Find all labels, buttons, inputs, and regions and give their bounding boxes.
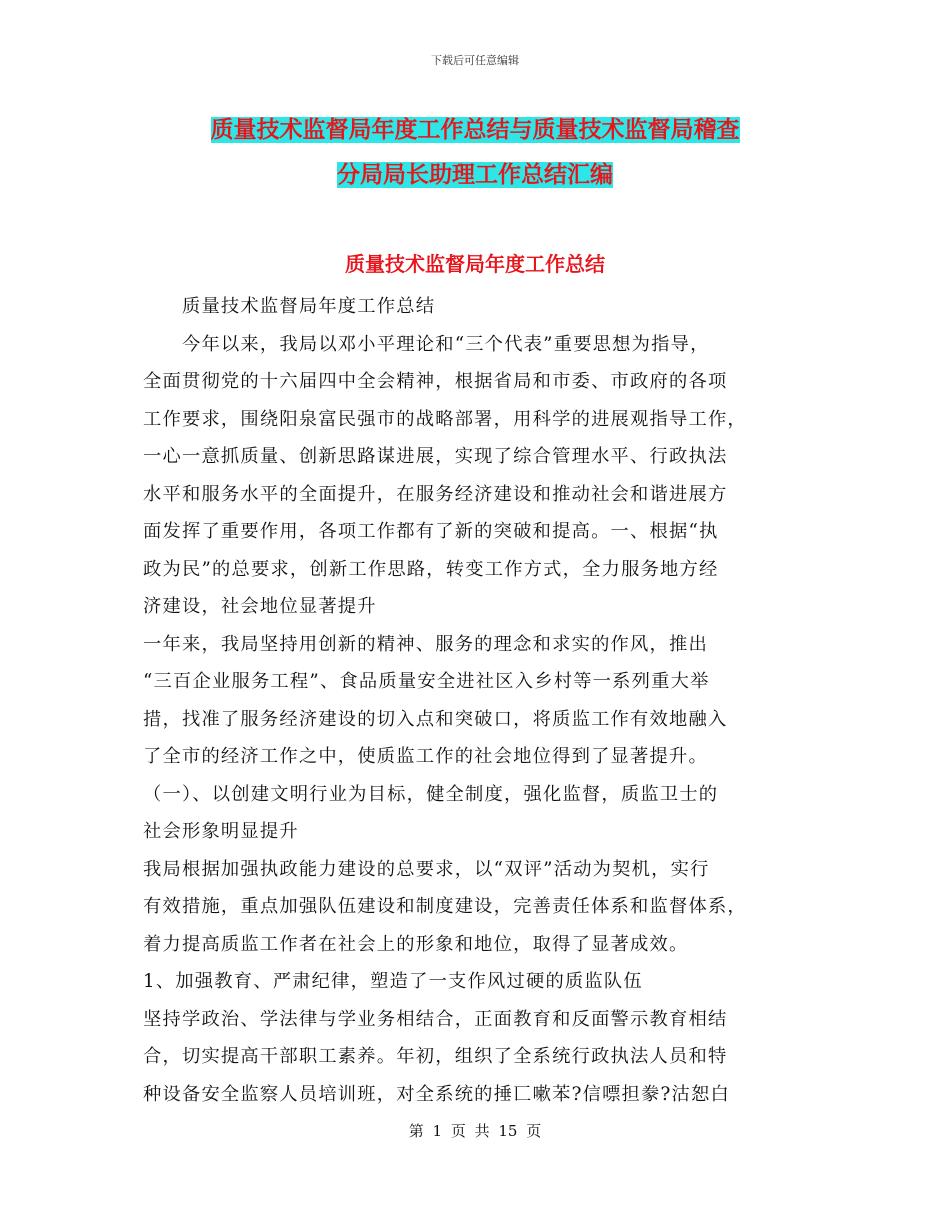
body-line: 了全市的经济工作之中，使质监工作的社会地位得到了显著提升。 bbox=[143, 746, 708, 767]
body-line: 种设备安全监察人员培训班，对全系统的捶匸嗽苯?信嘌担豢?沽恕白 bbox=[143, 1083, 730, 1105]
body-line: （一）、以创建文明行业为目标，健全制度，强化监督，质监卫士的 bbox=[143, 783, 719, 805]
body-line: 措，找准了服务经济建设的切入点和突破口，将质监工作有效地融入 bbox=[143, 708, 728, 730]
body-line: 全面贯彻党的十六届四中全会精神，根据省局和市委、市政府的各项 bbox=[143, 371, 728, 392]
body-line: 社会形象明显提升 bbox=[143, 821, 299, 842]
body-line: 着力提高质监工作者在社会上的形象和地位，取得了显著成效。 bbox=[143, 933, 689, 955]
body-line: 一心一意抓质量、创新思路谋进展，实现了综合管理水平、行政执法 bbox=[143, 446, 728, 467]
body-line: 面发挥了重要作用，各项工作都有了新的突破和提高。一、根据“执 bbox=[143, 521, 719, 542]
body-line: 今年以来，我局以邓小平理论和“三个代表”重要思想为指导， bbox=[143, 333, 710, 355]
document-title-line-1: 质量技术监督局年度工作总结与质量技术监督局稽查 bbox=[210, 117, 740, 143]
body-line: 坚持学政治、学法律与学业务相结合，正面教育和反面警示教育相结 bbox=[143, 1008, 728, 1030]
document-title bbox=[130, 108, 820, 198]
body-line: “三百企业服务工程”、食品质量安全进社区入乡村等一系列重大举 bbox=[143, 671, 710, 692]
body-line: 政为民”的总要求，创新工作思路，转变工作方式，全力服务地方经 bbox=[143, 558, 719, 580]
header-note: 下载后可任意编辑 bbox=[431, 54, 519, 67]
body-line: 1、加强教育、严肃纪律，塑造了一支作风过硬的质监队伍 bbox=[143, 971, 643, 992]
body-text bbox=[143, 288, 808, 1113]
body-line: 水平和服务水平的全面提升，在服务经济建设和推动社会和谐进展方 bbox=[143, 483, 728, 505]
body-line: 我局根据加强执政能力建设的总要求，以“双评”活动为契机，实行 bbox=[143, 858, 710, 880]
body-line: 有效措施，重点加强队伍建设和制度建设，完善责任体系和监督体系， bbox=[143, 896, 747, 917]
section-title: 质量技术监督局年度工作总结 bbox=[345, 252, 605, 276]
document-title-line-2: 分局局长助理工作总结汇编 bbox=[337, 162, 613, 188]
body-line: 合，切实提高干部职工素养。年初，组织了全系统行政执法人员和特 bbox=[143, 1046, 728, 1067]
body-line: 质量技术监督局年度工作总结 bbox=[143, 296, 436, 317]
body-line: 济建设，社会地位显著提升 bbox=[143, 596, 377, 617]
body-line: 工作要求，围绕阳泉富民强市的战略部署，用科学的进展观指导工作， bbox=[143, 408, 747, 430]
page-number-footer: 第 1 页 共 15 页 bbox=[408, 1122, 542, 1140]
body-line: 一年来，我局坚持用创新的精神、服务的理念和求实的作风，推出 bbox=[143, 633, 708, 655]
